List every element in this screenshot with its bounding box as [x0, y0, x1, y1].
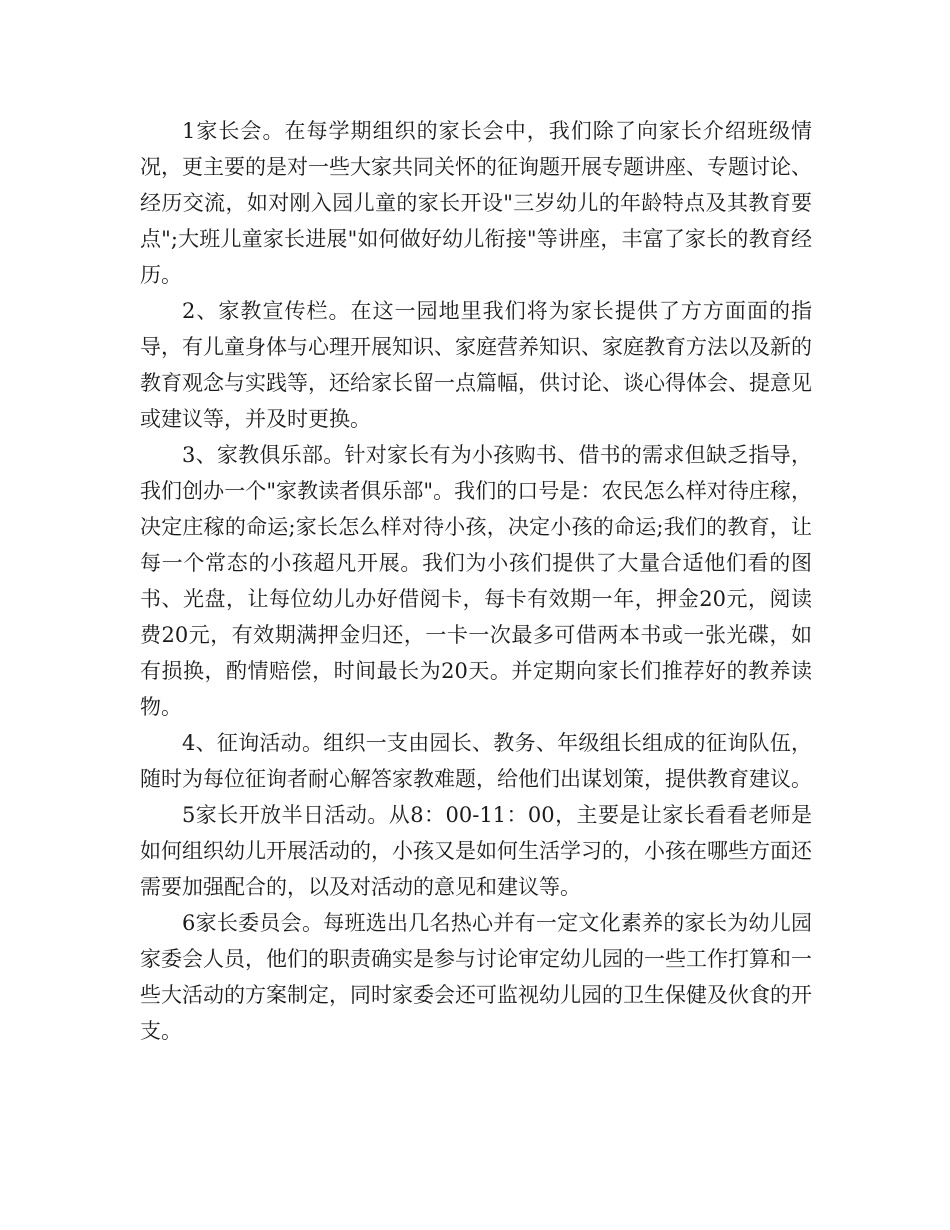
paragraph-parent-committee: 6家长委员会。每班选出几名热心并有一定文化素养的家长为幼儿园家委会人员，他们的职责确实是参与讨论审定幼儿园的一些工作打算和一些大活动的方案制定，同时家委会还可监视幼儿园的卫生保健及伙食的开支。 — [140, 911, 812, 1043]
paragraph-bulletin-board: 2、家教宣传栏。在这一园地里我们将为家长提供了方方面面的指导，有儿童身体与心理开展知识、家庭营养知识、家庭教育方法以及新的教育观念与实践等，还给家长留一点篇幅，供讨论、谈心得体会、提意见或建议等，并及时更换。 — [140, 299, 812, 431]
paragraph-parent-meeting: 1家长会。在每学期组织的家长会中，我们除了向家长介绍班级情况，更主要的是对一些大家共同关怀的征询题开展专题讲座、专题讨论、经历交流，如对刚入园儿童的家长开设"三岁幼儿的年龄特点及其教育要点";大班儿童家长进展"如何做好幼儿衔接"等讲座，丰富了家长的教育经历。 — [140, 119, 812, 287]
paragraph-consultation: 4、征询活动。组织一支由园长、教务、年级组长组成的征询队伍，随时为每位征询者耐心解答家教难题，给他们出谋划策，提供教育建议。 — [140, 731, 812, 791]
document-body — [140, 113, 812, 1049]
paragraph-open-day: 5家长开放半日活动。从8：00-11：00，主要是让家长看看老师是如何组织幼儿开展活动的，小孩又是如何生活学习的，小孩在哪些方面还需要加强配合的，以及对活动的意见和建议等。 — [140, 803, 812, 899]
paragraph-reading-club: 3、家教俱乐部。针对家长有为小孩购书、借书的需求但缺乏指导，我们创办一个"家教读者俱乐部"。我们的口号是：农民怎么样对待庄稼，决定庄稼的命运;家长怎么样对待小孩，决定小孩的命运;我们的教育，让每一个常态的小孩超凡开展。我们为小孩们提供了大量合适他们看的图书、光盘，让每位幼儿办好借阅卡，每卡有效期一年，押金20元，阅读费20元，有效期满押金归还，一卡一次最多可借两本书或一张光碟，如有损换，酌情赔偿，时间最长为20天。并定期向家长们推荐好的教养读物。 — [140, 443, 812, 719]
